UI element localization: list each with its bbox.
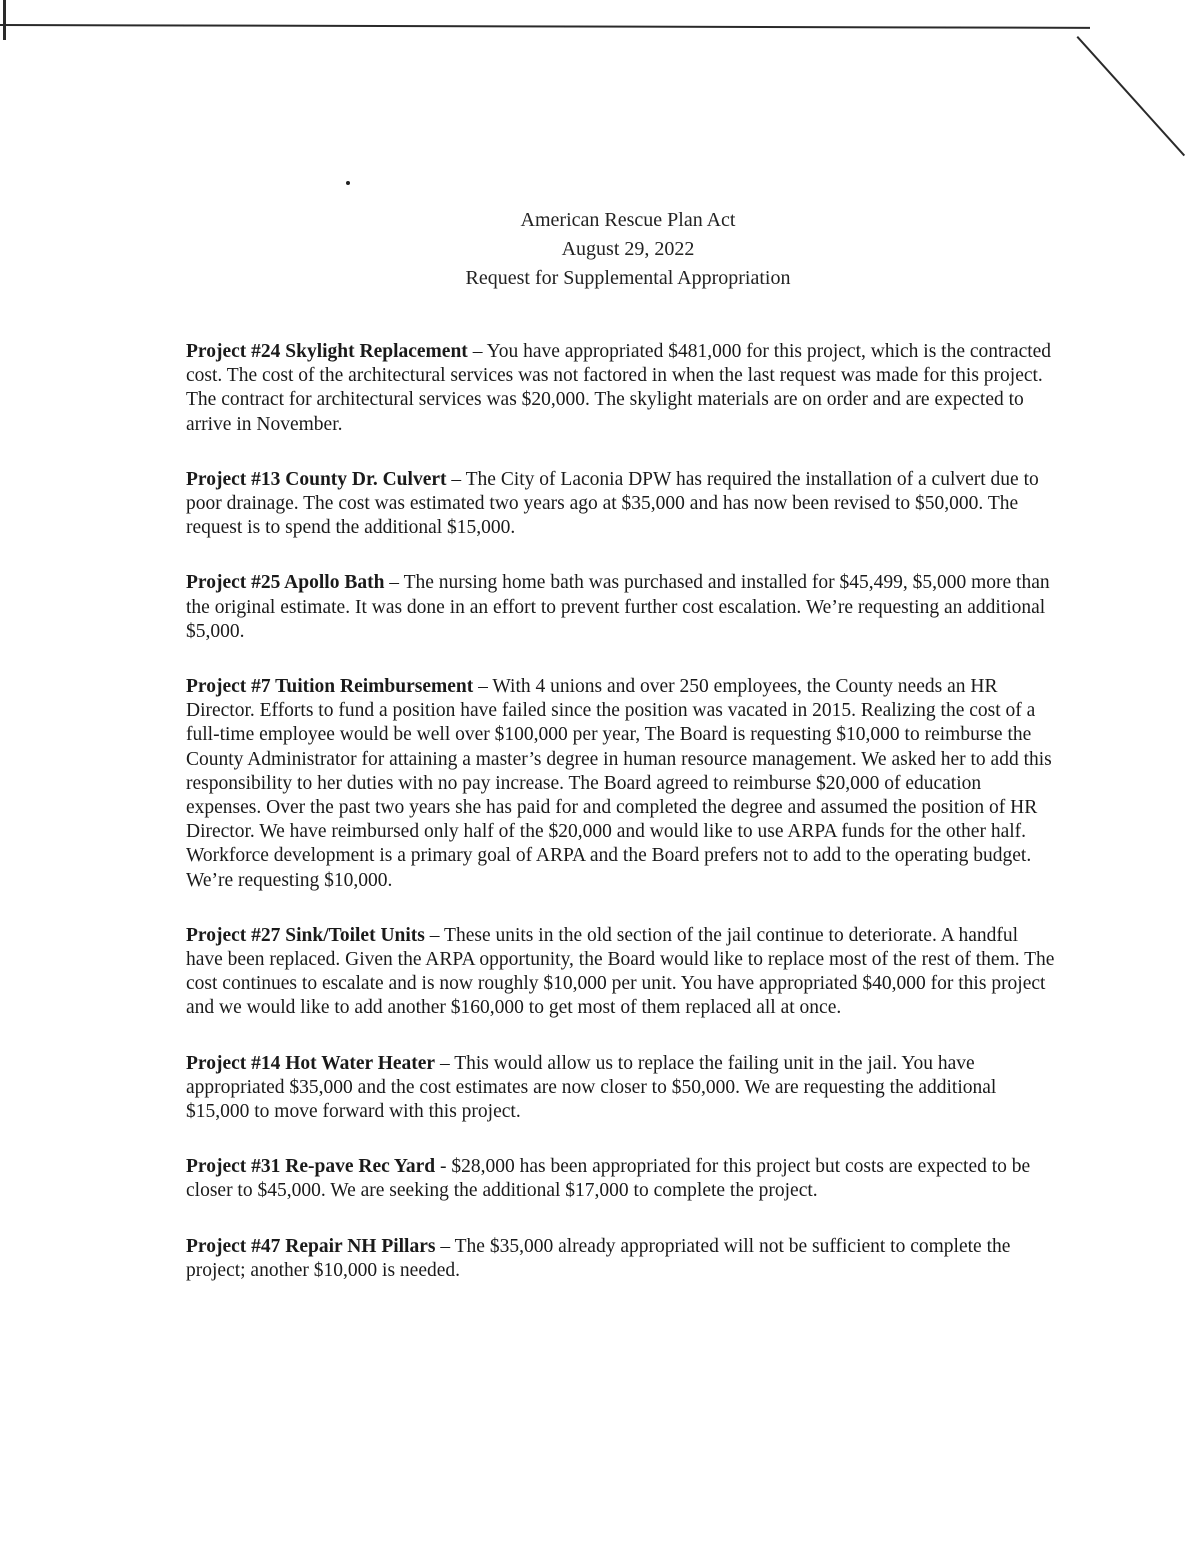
scan-edge-left <box>3 0 6 40</box>
project-paragraph <box>186 675 1058 893</box>
project-description: – With 4 unions and over 250 employees, the County needs an HR Director. Efforts to fund a position have failed since the position was vacated in 2015. Realizing the cost of a full-time employee would be well over $100,000 per year, The Board is requesting $10,000 to reimburse the County Administrator for attaining a master’s degree in human resource management. We asked her to add this responsibility to her duties with no pay increase. The Board agreed to reimburse $20,000 of education expenses. Over the past two years she has paid for and completed the degree and assumed the position of HR Director. We have reimbursed only half of the $20,000 and would like to use ARPA funds for the other half. Workforce development is a primary goal of ARPA and the Board prefers not to add to the operating budget. We’re requesting $10,000. <box>186 676 1052 891</box>
project-paragraph <box>186 924 1058 1021</box>
project-paragraph <box>186 1052 1058 1125</box>
project-description: – The $35,000 already appropriated will not be sufficient to complete the project; another $10,000 is needed. <box>186 1235 1011 1281</box>
project-description: – You have appropriated $481,000 for this project, which is the contracted cost. The cost of the architectural services was not factored in when the last request was made for this project. The contract for architectural services was $20,000. The skylight materials are on order and are expected to arrive in November. <box>186 341 1052 435</box>
project-description: – The nursing home bath was purchased and installed for $45,499, $5,000 more than the original estimate. It was done in an effort to prevent further cost escalation. We’re requesting an additional $5,000. <box>186 572 1050 642</box>
project-description: - $28,000 has been appropriated for this project but costs are expected to be closer to $45,000. We are seeking the additional $17,000 to complete the project. <box>186 1156 1031 1202</box>
scan-edge-top <box>0 24 1090 29</box>
project-paragraph <box>186 468 1058 541</box>
project-title: Project #7 Tuition Reimbursement <box>186 676 474 698</box>
header-title: American Rescue Plan Act <box>520 209 736 231</box>
project-title: Project #14 Hot Water Heater <box>186 1052 436 1074</box>
project-title: Project #47 Repair NH Pillars <box>186 1235 436 1257</box>
project-paragraph <box>186 1235 1058 1283</box>
document-body <box>186 340 1058 1314</box>
project-paragraph <box>186 571 1058 644</box>
project-paragraph <box>186 1155 1058 1203</box>
project-description: – These units in the old section of the jail continue to deteriorate. A handful have been replaced. Given the ARPA opportunity, the Board would like to replace most of the rest of them. The cost continues to escalate and is now roughly $10,000 per unit. You have appropriated $40,000 for this project and we would like to add another $160,000 to get most of them replaced all at once. <box>186 924 1055 1019</box>
scan-speck <box>346 181 350 185</box>
project-paragraph <box>186 340 1058 437</box>
header-subtitle: Request for Supplemental Appropriation <box>465 267 791 289</box>
project-title: Project #25 Apollo Bath <box>186 572 385 594</box>
project-description: – The City of Laconia DPW has required the installation of a culvert due to poor drainage. The cost was estimated two years ago at $35,000 and has now been revised to $50,000. The request is to spend the additional $15,000. <box>186 468 1039 539</box>
scan-edge-corner <box>1077 36 1186 156</box>
header-date: August 29, 2022 <box>561 238 695 260</box>
document-header <box>0 206 1200 293</box>
project-description: – This would allow us to replace the failing unit in the jail. You have appropriated $35,000 and the cost estimates are now closer to $50,000. We are requesting the additional $15,000 to move forward with this project. <box>186 1052 997 1123</box>
project-title: Project #27 Sink/Toilet Units <box>186 924 425 946</box>
project-title: Project #31 Re-pave Rec Yard <box>186 1156 436 1178</box>
project-title: Project #24 Skylight Replacement <box>186 341 468 362</box>
project-title: Project #13 County Dr. Culvert <box>186 468 447 490</box>
